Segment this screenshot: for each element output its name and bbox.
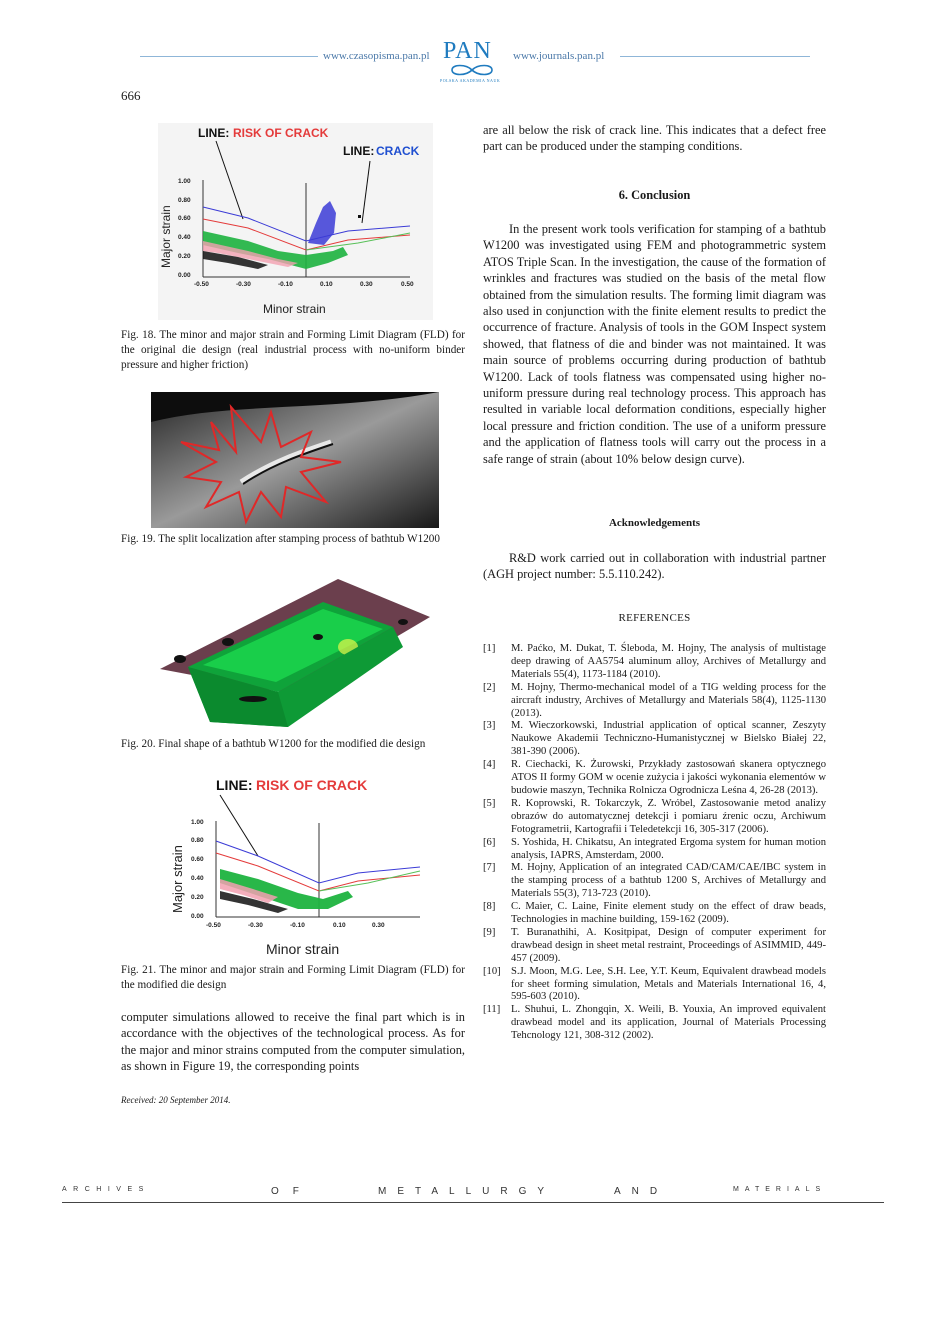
reference-text: S. Yoshida, H. Chikatsu, An integrated Ergoma system for human motion analysis, IAPRS, Amsterdam, 2000. (511, 836, 826, 861)
figure-18-fld-chart (158, 123, 433, 320)
reference-item (483, 643, 826, 682)
reference-number: [9] (483, 926, 496, 938)
reference-text: R. Ciechacki, K. Żurowski, Przykłady zastosowań skanera optycznego ATOS II formy GOM w ocenie zużycia i jakości wykonania elementów w budowie maszyn, Technika Rolnicza Ogrodnicza Leśna 4, 26-28 (2013). (511, 759, 826, 796)
fig18-crack-label: CRACK (376, 144, 420, 158)
fig18-ytick: 1.00 (178, 178, 191, 185)
fig21-ytick: 0.40 (191, 875, 204, 882)
reference-text: L. Shuhui, L. Zhongqin, X. Weili, B. Youxia, An improved equivalent drawbead model and its application, Journal of Materials Processing Tehcnology 121, 308-312 (2002). (511, 1004, 826, 1042)
reference-item (483, 966, 826, 1005)
fig21-xtick: -0.30 (248, 922, 263, 929)
footer-rule (62, 1202, 884, 1203)
reference-item (483, 798, 826, 837)
reference-text: M. Paćko, M. Dukat, T. Śleboda, M. Hojny, The analysis of multistage deep drawing of AA5754 aluminum alloy, Archives of Metallurgy and Materials 55(4), 1173-1184 (2010). (511, 643, 826, 680)
header-url-left[interactable]: www.czasopisma.pan.pl (323, 50, 430, 62)
fig21-xtick: 0.10 (333, 922, 346, 929)
reference-item (483, 927, 826, 966)
figure-19-split-photo (151, 392, 439, 528)
fig21-xtick: -0.10 (290, 922, 305, 929)
reference-number: [4] (483, 759, 496, 771)
reference-item (483, 901, 826, 927)
reference-item (483, 1004, 826, 1043)
fig21-xtick: 0.30 (372, 922, 385, 929)
fig21-risk-label: RISK OF CRACK (256, 777, 368, 793)
reference-number: [10] (483, 965, 501, 977)
reference-number: [1] (483, 643, 496, 654)
fig18-caption: Fig. 18. The minor and major strain and Forming Limit Diagram (FLD) for the original die design (real industrial process with no-uniform binder pressure and higher friction) (121, 329, 465, 371)
reference-text: C. Maier, C. Laine, Finite element study on the effect of draw beads, Technologies in machine building, 159-162 (2009). (511, 901, 826, 926)
left-column-paragraph: computer simulations allowed to receive the final part which is in accordance with the objectives of the technological process. As for the major and minor strains computed from the computer simulation, as shown in Figure 19, the corresponding points (121, 1010, 465, 1074)
fig19-caption: Fig. 19. The split localization after stamping process of bathtub W1200 (121, 533, 440, 545)
fig21-xlabel: Minor strain (266, 941, 340, 957)
fig18-ylabel: Major strain (159, 205, 173, 268)
fig18-ytick: 0.20 (178, 253, 191, 260)
pan-logo-infinity-icon (446, 62, 498, 78)
fig21-ylabel: Major strain (170, 845, 185, 913)
pan-logo-subtitle: POLSKA AKADEMIA NAUK (440, 78, 501, 83)
pan-logo: PAN (443, 38, 492, 64)
fig18-xtick: -0.30 (236, 281, 251, 288)
fig18-risk-label: RISK OF CRACK (233, 126, 329, 140)
reference-item (483, 682, 826, 721)
fig20-caption: Fig. 20. Final shape of a bathtub W1200 for the modified die design (121, 738, 426, 750)
reference-text: M. Hojny, Application of an integrated CAD/CAM/CAE/IBC system in the stamping process of a bathtub 1200 S, Archives of Metallurgy and Materials 55(3), 713-723 (2010). (511, 862, 826, 900)
reference-number: [6] (483, 836, 496, 848)
footer-word-of: OF (271, 1186, 313, 1197)
fig18-ytick: 0.60 (178, 215, 191, 222)
references-heading: REFERENCES (618, 612, 691, 624)
received-date: Received: 20 September 2014. (121, 1095, 231, 1105)
fig18-ytick: 0.40 (178, 234, 191, 241)
figure-21-fld-chart (158, 771, 433, 961)
footer-word-materials: MATERIALS (733, 1186, 827, 1193)
reference-number: [5] (483, 797, 496, 809)
reference-item (483, 837, 826, 863)
reference-number: [3] (483, 720, 496, 732)
reference-item (483, 862, 826, 901)
reference-number: [2] (483, 681, 496, 693)
fig18-xtick: 0.10 (320, 281, 333, 288)
reference-text: R. Koprowski, R. Tokarczyk, Z. Wróbel, Zastosowanie metod analizy obrazów do automatycznej detekcji i pomiaru źrenic oczu, Archiwum Fotogrametrii, Kartografii i Teledetekcji 16, 305-317 (2006). (511, 797, 826, 835)
fig21-ytick: 0.00 (191, 913, 204, 920)
fig18-xtick: 0.30 (360, 281, 373, 288)
reference-number: [11] (483, 1004, 501, 1016)
reference-text: T. Buranathihi, A. Kositpipat, Design of computer experiment for drawbead design in sheet metal restraint, Proceedings of ASIMMID, 449-457 (2009). (511, 926, 826, 964)
reference-number: [7] (483, 862, 496, 874)
fig21-ytick: 1.00 (191, 819, 204, 826)
reference-number: [8] (483, 901, 496, 913)
reference-item (483, 720, 826, 759)
fig21-ytick: 0.60 (191, 856, 204, 863)
acknowledgements-heading: Acknowledgements (608, 517, 701, 529)
fig21-xtick: -0.50 (206, 922, 221, 929)
fig18-ytick: 0.00 (178, 272, 191, 279)
fig21-ytick: 0.80 (191, 837, 204, 844)
header-url-right[interactable]: www.journals.pan.pl (513, 50, 605, 62)
footer-word-archives: ARCHIVES (62, 1186, 150, 1193)
svg-text:LINE: (198, 126, 229, 140)
fig18-crack-prefix: LINE: (343, 144, 375, 158)
conclusion-paragraph: In the present work tools verification for stamping of a bathtub W1200 was investigated using FEM and photogrammetric system ATOS Triple Scan. In the investigation, the cause of the formation of wrinkles and fractures was studied on the basis of the metal flow obtained from the simulation results. The forming limit diagram was also used in conjunction with the finite element results to predict the occurrence of fracture. Analysis of tools in the GOM Inspect system showed, that flatness of die and binder was not maintained. It was main source of problems occurring during production of bathtub W1200. Lack of tools flatness was compensated using higher no-uniform pressure during real technology process. This approach has resulted in variable local deformation conditions, especially higher local pressure and friction condition. The use of a uniform pressure and the application of flatness tools will carry out the process in a safe range of strain (about 10% below design curve). (483, 222, 826, 466)
fig18-risk-prefix: LINE: (198, 126, 230, 140)
reference-text: S.J. Moon, M.G. Lee, S.H. Lee, Y.T. Keum, Equivalent drawbead models for sheet forming simulation, Metals and Materials International 16, 4, 595-603 (2010). (511, 965, 826, 1003)
footer-word-metallurgy: METALLURGY (378, 1186, 556, 1197)
fig21-caption: Fig. 21. The minor and major strain and Forming Limit Diagram (FLD) for the modified die design (121, 964, 465, 991)
reference-item (483, 759, 826, 798)
references-list (483, 643, 826, 1043)
fig18-xtick: 0.50 (401, 281, 414, 288)
fig21-ytick: 0.20 (191, 894, 204, 901)
fig21-risk-prefix: LINE: (216, 777, 253, 793)
header-rule-left (140, 56, 318, 57)
figure-20-bathtub-shape (158, 577, 433, 733)
reference-text: M. Wieczorkowski, Industrial application of optical scanner, Zeszyty Naukowe Akademii Techniczno-Humanistycznej w Bielsko Białej 22, 381-390 (2006). (511, 720, 826, 758)
footer-word-and: AND (614, 1186, 669, 1197)
acknowledgements-paragraph: R&D work carried out in collaboration with industrial partner (AGH project number: 5.5.110.242). (483, 551, 826, 582)
fig18-xtick: -0.10 (278, 281, 293, 288)
reference-text: M. Hojny, Thermo-mechanical model of a TIG welding process for the aircraft industry, Archives of Metallurgy and Materials 58(4), 1125-1130 (2013). (511, 681, 826, 719)
fig18-xlabel: Minor strain (263, 302, 326, 316)
fig18-xtick: -0.50 (194, 281, 209, 288)
page-number: 666 (121, 88, 141, 103)
fig18-ytick: 0.80 (178, 197, 191, 204)
header-rule-right (620, 56, 810, 57)
conclusion-heading: 6. Conclusion (618, 188, 691, 202)
right-top-paragraph: are all below the risk of crack line. This indicates that a defect free part can be produced under the stamping conditions. (483, 123, 826, 154)
